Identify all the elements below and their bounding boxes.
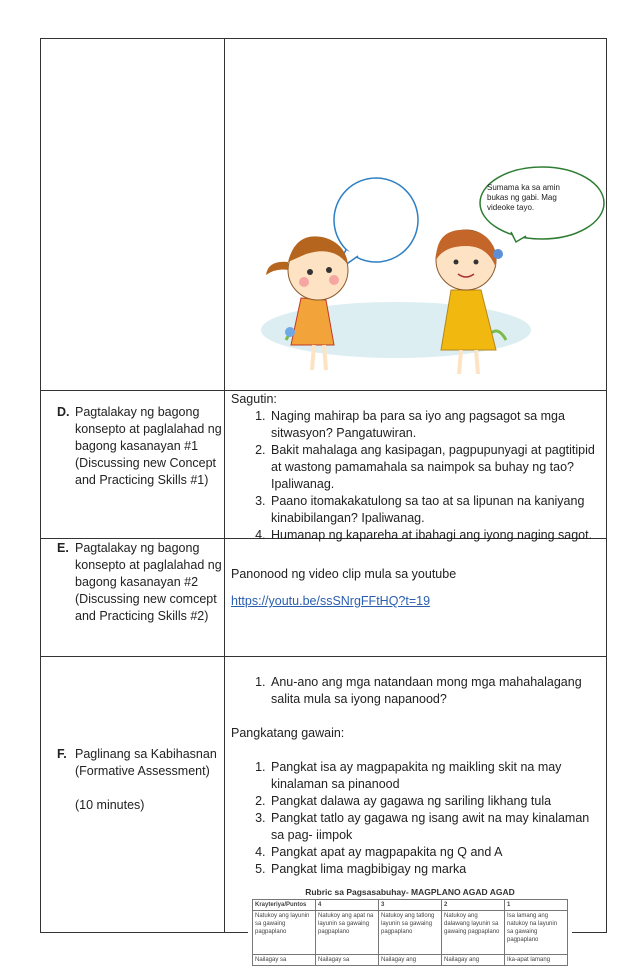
rubric-title: Rubric sa Pagsasabuhay- MAGPLANO AGAD AGAD — [305, 887, 515, 897]
list-item: 1. Anu-ano ang mga natandaan mong mga mahahalagang salita mula sa iyong napanood? — [269, 674, 601, 708]
rubric-header: 1 — [505, 900, 568, 911]
youtube-link[interactable]: https://youtu.be/ssSNrgFFtHQ?t=19 — [231, 594, 431, 608]
empty-speech-bubble — [334, 178, 418, 262]
row-divider — [40, 656, 607, 657]
row-f-label: Paglinang sa Kabihasnan (Formative Assessment) — [75, 747, 217, 778]
rubric-image — [248, 884, 572, 976]
list-item: 1. Pangkat isa ay magpapakita ng maikling skit na may kinalaman sa pinanood — [269, 759, 601, 793]
rubric-cell: Nailagay ang — [379, 955, 442, 966]
list-item: 5. Pangkat lima magbibigay ng marka — [269, 861, 601, 878]
row-f-letter: F. — [57, 747, 67, 761]
rubric-table — [252, 899, 568, 966]
list-item: 1. Naging mahirap ba para sa iyo ang pagsagot sa mga sitwasyon? Pangatuwiran. — [269, 408, 601, 442]
row-e-letter: E. — [57, 541, 69, 555]
rubric-header: 4 — [316, 900, 379, 911]
rubric-header: Krayteriya/Puntos — [253, 900, 316, 911]
row-d-content-cell — [231, 391, 601, 544]
row-d-intro: Sagutin: — [231, 392, 277, 406]
row-d-label: Pagtalakay ng bagong konsepto at paglalahad ng bagong kasanayan #1 (Discussing new Concept and Practicing Skills #1) — [75, 405, 222, 487]
rubric-header: 3 — [379, 900, 442, 911]
row-e-label-cell — [57, 540, 225, 625]
row-d-question-list — [231, 408, 601, 544]
list-item: 4. Pangkat apat ay magpapakita ng Q and A — [269, 844, 601, 861]
rubric-cell: Ika-apat lamang — [505, 955, 568, 966]
group-title: Pangkatang gawain: — [231, 726, 345, 740]
rubric-cell: Natukoy ang tatlong layunin sa gawaing pagpaplano — [379, 911, 442, 955]
rubric-cell: Nailagay sa — [316, 955, 379, 966]
row-f-time: (10 minutes) — [75, 798, 145, 812]
flower-icon — [285, 327, 295, 337]
row-f-content-cell — [231, 674, 601, 878]
row-e-text: Panonood ng video clip mula sa youtube — [231, 567, 457, 581]
rubric-cell: Natukoy ang dalawang layunin sa gawaing pagpaplano — [442, 911, 505, 955]
list-item: 2. Pangkat dalawa ay gagawa ng sariling likhang tula — [269, 793, 601, 810]
row-e-content-cell — [231, 566, 601, 610]
row-f-label-cell — [57, 746, 225, 814]
rubric-cell: Natukoy ang apat na layunin sa gawaing pagpaplano — [316, 911, 379, 955]
rubric-cell: Isa lamang ang natukoy na layunin sa gawaing pagpaplano — [505, 911, 568, 955]
rubric-cell: Nailagay ang — [442, 955, 505, 966]
row-e-label: Pagtalakay ng bagong konsepto at paglalahad ng bagong kasanayan #2 (Discussing new comcept and Practicing Skills #2) — [75, 541, 222, 623]
group-list — [231, 759, 601, 878]
row-d-label-cell — [57, 404, 225, 489]
rubric-cell: Nailagay sa — [253, 955, 316, 966]
row-f-question-list — [231, 674, 601, 708]
list-item: 3. Pangkat tatlo ay gagawa ng isang awit na may kinalaman sa pag- iimpok — [269, 810, 601, 844]
rubric-cell: Natukoy ang layunin sa gawaing pagpaplano — [253, 911, 316, 955]
speech-bubble-text: Sumama ka sa amin bukas ng gabi. Mag videoke tayo. — [487, 183, 560, 212]
row-d-letter: D. — [57, 405, 70, 419]
list-item: 4. Humanap ng kapareha at ibahagi ang iyong naging sagot. — [269, 527, 601, 544]
rubric-header: 2 — [442, 900, 505, 911]
list-item: 3. Paano itomakakatulong sa tao at sa lipunan na kaniyang kinabibilangan? Ipaliwanag. — [269, 493, 601, 527]
list-item: 2. Bakit mahalaga ang kasipagan, pagpupunyagi at pagtitipid at wastong pamamahala sa naimpok sa buhay ng tao? Ipaliwanag. — [269, 442, 601, 493]
